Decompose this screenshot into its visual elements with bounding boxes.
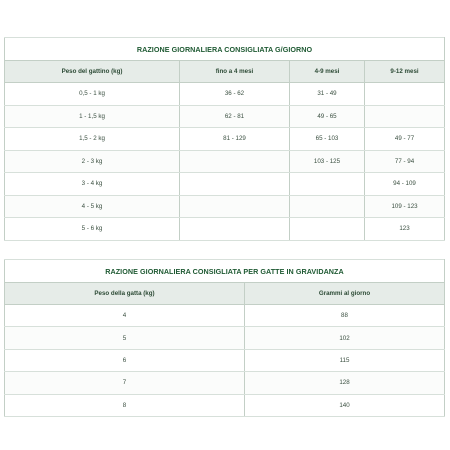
table-row [5,305,445,327]
table-cell: 2 - 3 kg [5,150,180,173]
table-cell: 4 - 5 kg [5,195,180,218]
pregnancy-table-header-row [5,283,445,305]
column-header-9-12-months: 9-12 mesi [365,61,445,83]
table-row [5,83,445,106]
table-cell: 94 - 109 [365,173,445,196]
column-header-up-to-4-months: fino a 4 mesi [180,61,290,83]
pregnancy-table-title-row [5,260,445,283]
table-cell: 0,5 - 1 kg [5,83,180,106]
table-row [5,195,445,218]
table-row [5,394,445,416]
table-cell: 1 - 1,5 kg [5,105,180,128]
pregnancy-table-title: RAZIONE GIORNALIERA CONSIGLIATA PER GATTE IN GRAVIDANZA [5,260,445,283]
table-cell: 109 - 123 [365,195,445,218]
table-row [5,150,445,173]
table-cell: 49 - 77 [365,128,445,151]
table-row [5,218,445,241]
table-cell [365,105,445,128]
table-cell: 115 [245,349,445,371]
kitten-ration-table [4,37,445,241]
table-cell: 140 [245,394,445,416]
table-cell: 77 - 94 [365,150,445,173]
table-row [5,327,445,349]
table-cell: 65 - 103 [290,128,365,151]
table-cell: 3 - 4 kg [5,173,180,196]
table-cell: 102 [245,327,445,349]
table-cell: 123 [365,218,445,241]
table-cell [290,218,365,241]
table-cell: 1,5 - 2 kg [5,128,180,151]
table-cell: 31 - 49 [290,83,365,106]
table-cell: 4 [5,305,245,327]
table-cell: 62 - 81 [180,105,290,128]
table-row [5,105,445,128]
table-cell: 6 [5,349,245,371]
table-cell: 81 - 129 [180,128,290,151]
table-row [5,372,445,394]
column-header-4-9-months: 4-9 mesi [290,61,365,83]
table-cell [180,218,290,241]
table-cell: 5 - 6 kg [5,218,180,241]
table-cell: 7 [5,372,245,394]
table-cell [180,150,290,173]
column-header-cat-weight: Peso della gatta (kg) [5,283,245,305]
table-cell: 88 [245,305,445,327]
table-cell: 49 - 65 [290,105,365,128]
pregnancy-ration-table [4,259,445,417]
column-header-grams-per-day: Grammi al giorno [245,283,445,305]
table-cell [180,173,290,196]
table-cell [290,173,365,196]
table-row [5,349,445,371]
kitten-table-title-row [5,38,445,61]
kitten-table-header-row [5,61,445,83]
table-cell: 5 [5,327,245,349]
table-cell: 128 [245,372,445,394]
table-cell [365,83,445,106]
table-cell [180,195,290,218]
table-row [5,173,445,196]
table-cell [290,195,365,218]
table-cell: 36 - 62 [180,83,290,106]
column-header-kitten-weight: Peso del gattino (kg) [5,61,180,83]
table-cell: 103 - 125 [290,150,365,173]
table-row [5,128,445,151]
kitten-table-title: RAZIONE GIORNALIERA CONSIGLIATA G/GIORNO [5,38,445,61]
table-cell: 8 [5,394,245,416]
